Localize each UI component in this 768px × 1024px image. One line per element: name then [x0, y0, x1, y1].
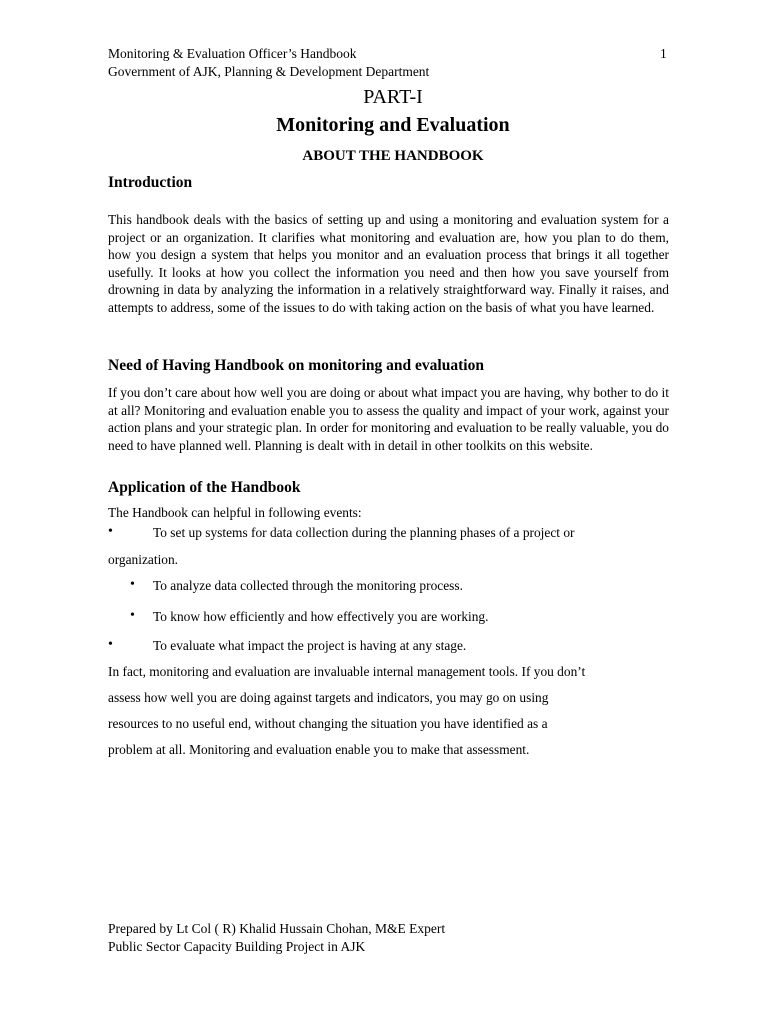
bullet-icon: •	[130, 577, 135, 592]
closing-line: assess how well you are doing against targets and indicators, you may go on using	[108, 690, 549, 705]
list-item-continuation: organization.	[108, 552, 179, 567]
need-heading: Need of Having Handbook on monitoring and evaluation	[108, 357, 484, 374]
closing-line: resources to no useful end, without changing the situation you have identified as a	[108, 716, 548, 731]
closing-line: problem at all. Monitoring and evaluation enable you to make that assessment.	[108, 742, 530, 757]
bullet-icon: •	[108, 524, 113, 539]
header-title: Monitoring & Evaluation Officer’s Handbook	[108, 46, 357, 61]
header-department: Government of AJK, Planning & Development Department	[108, 64, 430, 79]
page-number: 1	[660, 46, 667, 61]
bullet-icon: •	[108, 637, 113, 652]
document-page: Monitoring & Evaluation Officer’s Handbook 1 Government of AJK, Planning & Development Department PART-I Monitoring and Evaluation ABOUT THE HANDBOOK Introduction This handbook deals with the basics of setting up and using a monitoring and evaluation system for a project or an organization. It clarifies what monitoring and evaluation are, how you plan to do them, how you design a system that helps you monitor and an evaluation process that brings it all together usefully. It looks at how you collect the information you need and then how you save yourself from drowning in data by analyzing the information in a relatively straightforward way. Finally it raises, and attempts to address, some of the issues to do with taking action on the basis of what you have learned. Need of Having Handbook on monitoring and evaluation If you don’t care about how well you are doing or about what impact you are having, why bother to do it at all? Monitoring and evaluation enable you to assess the quality and impact of your work, against your action plans and your strategic plan. In order for monitoring and evaluation to be really valuable, you do need to have planned well. Planning is dealt with in detail in other toolkits on this website. Application of the Handbook The Handbook can helpful in following events: • To set up systems for data collection during the planning phases of a project or organization. • To analyze data collected through the monitoring process. • To know how efficiently and how effectively you are working. • To evaluate what impact the project is having at any stage. In fact, monitoring and evaluation are invaluable internal management tools. If you don’t assess how well you are doing against targets and indicators, you may go on using resources to no useful end, without changing the situation you have identified as a problem at all. Monitoring and evaluation enable you to make that assessment. Prepared by Lt Col ( R) Khalid Hussain Chohan, M&E Expert Public Sector Capacity Building Project in AJK	[0, 0, 768, 1024]
introduction-paragraph: This handbook deals with the basics of setting up and using a monitoring and evaluation system for a project or an organization. It clarifies what monitoring and evaluation are, how you plan to do them, how you design a system that helps you monitor and an evaluation process that brings it all together usefully. It looks at how you collect the information you need and then how you save yourself from drowning in data by analyzing the information in a relatively straightforward way. Finally it raises, and attempts to address, some of the issues to do with taking action on the basis of what you have learned.	[108, 212, 669, 315]
subject-title: Monitoring and Evaluation	[276, 114, 510, 136]
closing-line: In fact, monitoring and evaluation are invaluable internal management tools. If you don’t	[108, 664, 586, 679]
application-heading: Application of the Handbook	[108, 479, 301, 496]
part-title: PART-I	[363, 86, 423, 108]
need-paragraph: If you don’t care about how well you are doing or about what impact you are having, why bother to do it at all? Monitoring and evaluation enable you to assess the quality and impact of your work, against your action plans and your strategic plan. In order for monitoring and evaluation to be really valuable, you do need to have planned well. Planning is dealt with in detail in other toolkits on this website.	[108, 385, 669, 453]
bullet-icon: •	[130, 608, 135, 623]
footer-prepared-by: Prepared by Lt Col ( R) Khalid Hussain Chohan, M&E Expert	[108, 921, 446, 936]
section-title: ABOUT THE HANDBOOK	[302, 148, 484, 164]
introduction-heading: Introduction	[108, 174, 193, 191]
application-lead: The Handbook can helpful in following events:	[108, 505, 362, 520]
footer-project: Public Sector Capacity Building Project in AJK	[108, 939, 366, 954]
